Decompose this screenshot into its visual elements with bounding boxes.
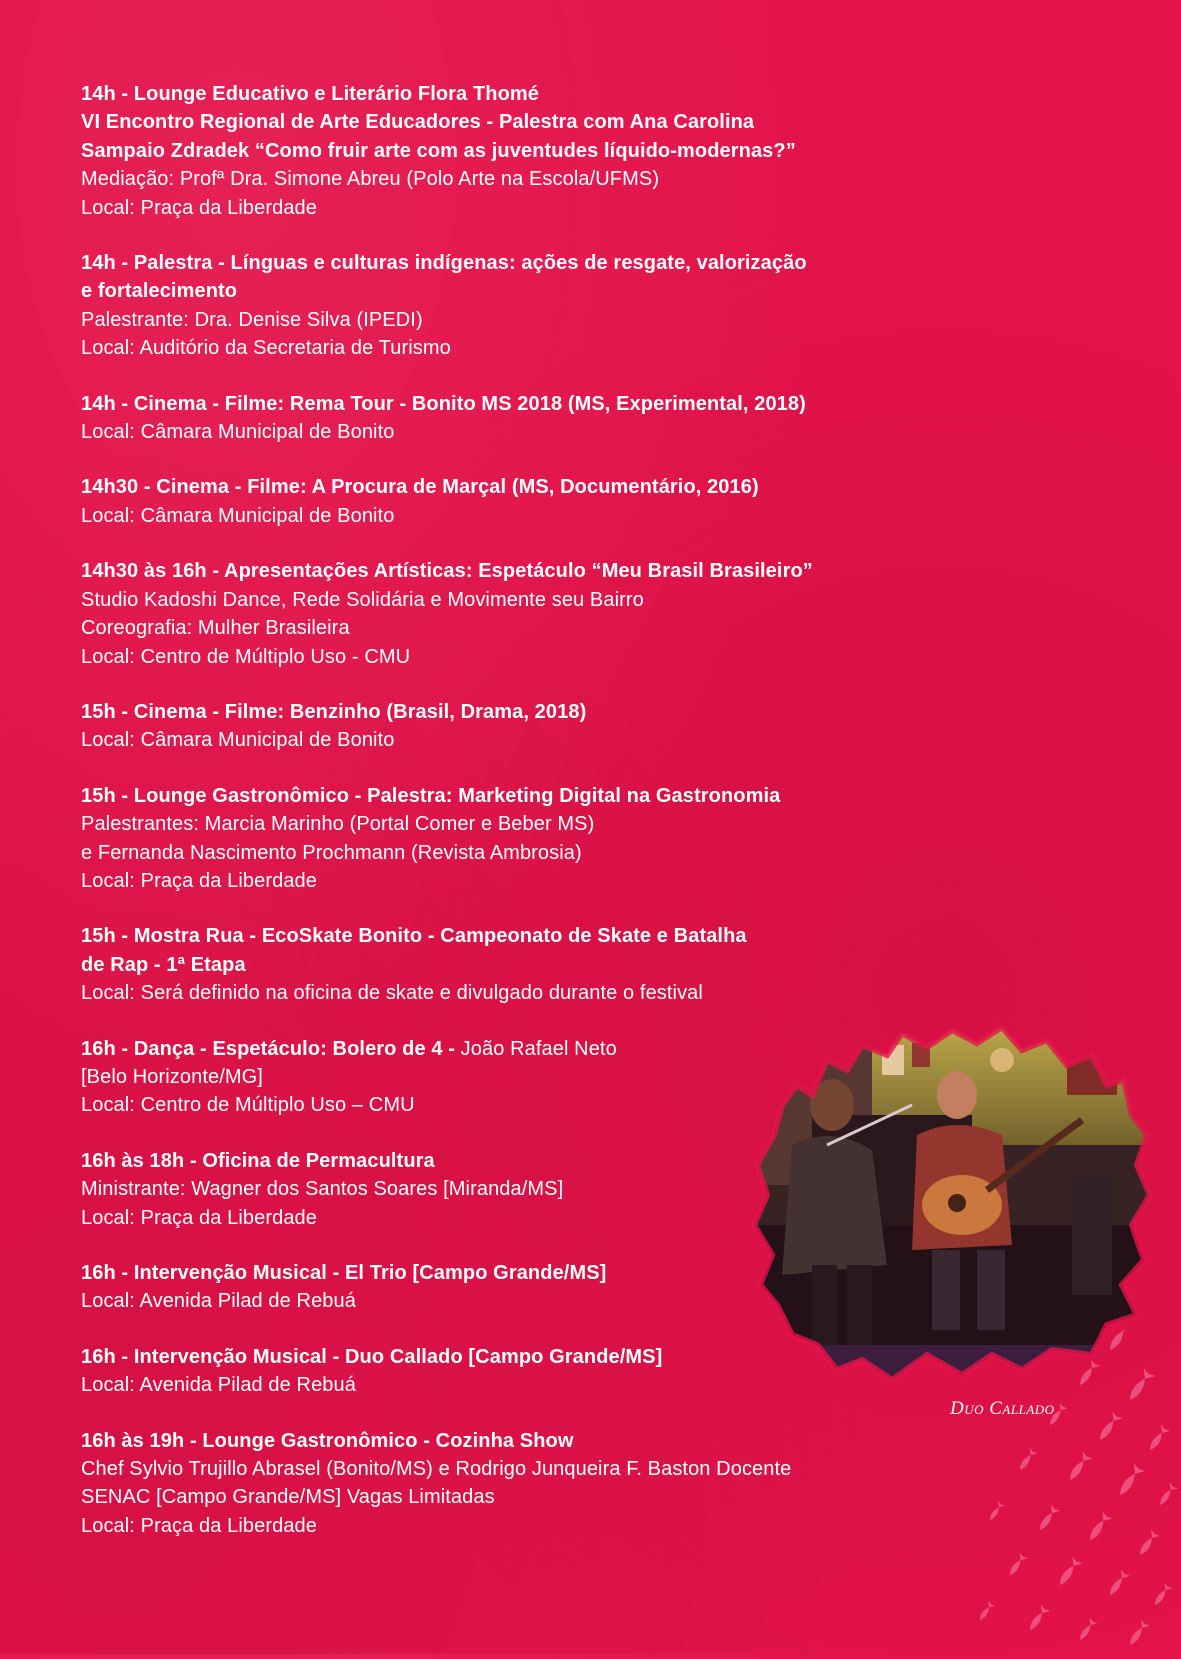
fish-shape — [1156, 1483, 1178, 1508]
event-text: Mediação: Profª Dra. Simone Abreu (Polo Arte na Escola/UFMS) — [81, 168, 660, 191]
fish-shape — [1035, 1505, 1060, 1534]
event-title — [81, 390, 981, 418]
fish-shape — [1105, 1570, 1130, 1599]
event-detail — [81, 165, 981, 193]
event-detail — [81, 306, 981, 334]
event-detail — [81, 502, 981, 530]
event-detail — [81, 614, 981, 642]
event-detail — [81, 137, 981, 165]
event-text: Palestrantes: Marcia Marinho (Portal Comer e Beber MS) — [81, 813, 595, 836]
event-title — [81, 782, 981, 810]
event-detail — [81, 1512, 981, 1540]
event-text: Local: Avenida Pilad de Rebuá — [81, 1290, 356, 1313]
fish-shape — [1095, 1411, 1123, 1443]
event-text: Ministrante: Wagner dos Santos Soares [Miranda/MS] — [81, 1178, 564, 1201]
event-entry — [81, 80, 981, 222]
event-text: Studio Kadoshi Dance, Rede Solidária e Movimente seu Bairro — [81, 588, 644, 611]
event-text: 16h - Intervenção Musical - El Trio [Campo Grande/MS] — [81, 1262, 607, 1284]
event-entry — [81, 698, 981, 755]
fish-decoration — [960, 1330, 1181, 1654]
event-text: 14h - Lounge Educativo e Literário Flora Thomé — [81, 83, 539, 105]
fish-shape — [987, 1501, 1006, 1523]
event-text: 14h30 às 16h - Apresentações Artísticas: Espetáculo “Meu Brasil Brasileiro” — [81, 560, 813, 583]
event-title — [81, 698, 981, 726]
event-text: 16h às 19h - Lounge Gastronômico - Cozinha Show — [81, 1429, 574, 1452]
fish-shape — [1135, 1530, 1160, 1559]
event-title — [81, 1427, 981, 1455]
event-detail — [81, 643, 981, 671]
fish-shape — [1145, 1425, 1170, 1454]
event-entry — [81, 390, 981, 447]
event-text: 15h - Cinema - Filme: Benzinho (Brasil, Drama, 2018) — [81, 700, 587, 723]
event-text: Local: Centro de Múltiplo Uso – CMU — [81, 1094, 415, 1117]
fish-shape — [977, 1601, 996, 1623]
photo-caption: Duo Callado — [950, 1398, 1055, 1419]
event-text: 15h - Mostra Rua - EcoSkate Bonito - Campeonato de Skate e Batalha — [81, 925, 747, 948]
fish-shape — [1075, 1360, 1100, 1389]
event-text: 15h - Lounge Gastronômico - Palestra: Marketing Digital na Gastronomia — [81, 784, 781, 807]
fish-shape — [1114, 1463, 1145, 1499]
event-detail — [81, 867, 981, 895]
fish-shape — [1105, 1330, 1133, 1354]
event-text: Chef Sylvio Trujillo Abrasel (Bonito/MS) e Rodrigo Junqueira F. Baston Docente — [81, 1458, 792, 1481]
event-text: Local: Centro de Múltiplo Uso - CMU — [81, 645, 411, 668]
event-text: 14h30 - Cinema - Filme: A Procura de Marçal (MS, Documentário, 2016) — [81, 476, 759, 499]
event-text: VI Encontro Regional de Arte Educadores - Palestra com Ana Carolina — [81, 111, 755, 134]
fish-shape — [1046, 1403, 1068, 1428]
event-text: 16h às 18h - Oficina de Permacultura — [81, 1149, 435, 1172]
event-detail — [81, 839, 981, 867]
event-text: 14h - Palestra - Línguas e culturas indígenas: ações de resgate, valorização — [81, 252, 807, 275]
event-detail — [81, 810, 981, 838]
fish-shape — [1124, 1368, 1155, 1404]
event-text: 16h - Intervenção Musical - Duo Callado [Campo Grande/MS] — [81, 1345, 663, 1368]
event-entry — [81, 557, 981, 671]
event-title — [81, 249, 981, 277]
event-text: Palestrante: Dra. Denise Silva (IPEDI) — [81, 308, 423, 331]
event-entry — [81, 473, 981, 530]
fish-shape — [1125, 1620, 1150, 1649]
event-entry — [81, 249, 981, 363]
event-text: Local: Praça da Liberdade — [81, 1514, 317, 1537]
fish-shape — [1055, 1556, 1083, 1588]
fish-shape — [1016, 1448, 1038, 1473]
event-entry — [81, 922, 981, 1007]
event-detail — [81, 418, 981, 446]
fish-shape — [1065, 1451, 1093, 1483]
event-detail — [81, 951, 981, 979]
event-text: 14h - Cinema - Filme: Rema Tour - Bonito MS 2018 (MS, Experimental, 2018) — [81, 392, 806, 415]
fish-shape — [1076, 1618, 1098, 1643]
event-text: Local: Auditório da Secretaria de Turismo — [81, 337, 451, 360]
event-text: Local: Câmara Municipal de Bonito — [81, 421, 395, 444]
fish-shape — [1151, 1583, 1173, 1608]
event-text: Local: Será definido na oficina de skate e divulgado durante o festival — [81, 982, 703, 1005]
event-text: SENAC [Campo Grande/MS] Vagas Limitadas — [81, 1486, 495, 1509]
event-text: Local: Câmara Municipal de Bonito — [81, 504, 395, 527]
event-text: Local: Avenida Pilad de Rebuá — [81, 1374, 356, 1397]
event-detail — [81, 277, 981, 305]
event-detail — [81, 108, 981, 136]
fish-shape — [1006, 1553, 1028, 1578]
event-text: Coreografia: Mulher Brasileira — [81, 617, 350, 640]
event-text: Sampaio Zdradek “Como fruir arte com as juventudes líquido-modernas?” — [81, 139, 796, 162]
event-text: [Belo Horizonte/MG] — [81, 1065, 263, 1088]
event-text: 16h - Dança - Espetáculo: Bolero de 4 - — [81, 1037, 461, 1060]
event-text: e fortalecimento — [81, 280, 238, 303]
event-text: Local: Praça da Liberdade — [81, 196, 317, 219]
event-detail — [81, 1483, 981, 1511]
event-text: de Rap - 1ª Etapa — [81, 953, 246, 976]
event-detail — [81, 1455, 981, 1483]
event-entry — [81, 1427, 981, 1541]
event-text: Local: Praça da Liberdade — [81, 1206, 317, 1229]
event-title — [81, 473, 981, 501]
event-title — [81, 80, 981, 108]
event-detail — [81, 334, 981, 362]
event-detail — [81, 586, 981, 614]
event-title — [81, 557, 981, 585]
event-detail — [81, 979, 981, 1007]
event-text-rest: João Rafael Neto — [460, 1037, 617, 1060]
fish-shape — [1085, 1511, 1113, 1543]
event-detail — [81, 726, 981, 754]
event-entry — [81, 782, 981, 896]
event-text: Local: Praça da Liberdade — [81, 869, 317, 892]
event-text: e Fernanda Nascimento Prochmann (Revista Ambrosia) — [81, 841, 582, 864]
event-text: Local: Câmara Municipal de Bonito — [81, 729, 395, 752]
event-title — [81, 922, 981, 950]
fish-shape — [1025, 1605, 1050, 1634]
event-detail — [81, 194, 981, 222]
